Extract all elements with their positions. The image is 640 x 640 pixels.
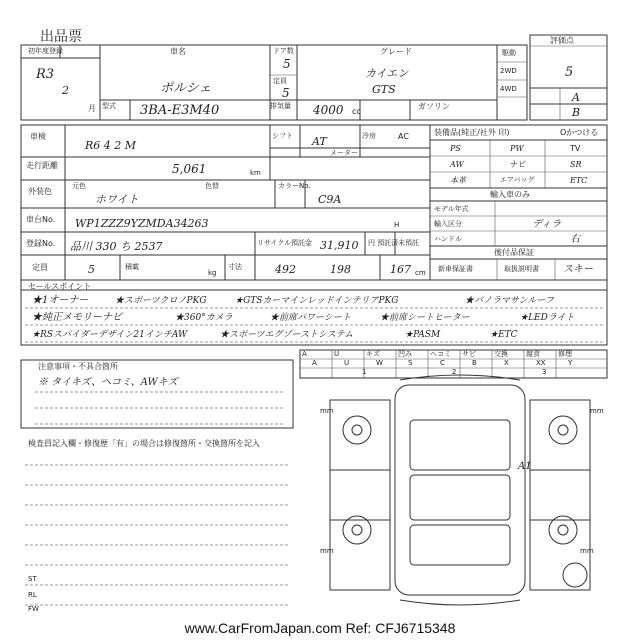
st-label: ST	[28, 575, 37, 583]
cm-unit: cm	[415, 269, 426, 277]
height-value: 167	[390, 263, 411, 276]
type-label: 型式	[102, 102, 116, 110]
sp-sport-exhaust: ★スポーツエグゾーストシステム	[220, 330, 354, 340]
color-value: ホワイト	[95, 193, 139, 206]
seats-value: 5	[282, 86, 290, 100]
load-label: 積載	[125, 263, 139, 271]
legend-code-3: S	[408, 359, 413, 367]
displacement-label: 排気量	[270, 102, 291, 110]
notes-line-1: ※ タイキズ、ヘコミ、AWキズ	[38, 377, 178, 388]
capacity-label: 定員	[32, 263, 48, 272]
meter-label: メーター	[330, 149, 358, 157]
legend-top-1: U	[334, 350, 340, 358]
color-code-label: カラーNo.	[278, 182, 311, 190]
grade-trim: GTS	[372, 83, 396, 96]
import-title: 輸入車のみ	[490, 190, 530, 199]
model-label: 車名	[170, 47, 186, 56]
mm-front-right: mm	[590, 407, 604, 415]
legend-code-6: X	[504, 359, 509, 367]
seats-label: 定員	[273, 77, 287, 85]
equip-aw: AW	[450, 160, 464, 169]
mm-rear-right: mm	[580, 547, 594, 555]
sp-one-owner: ★1オーナー	[32, 295, 89, 306]
score-b: B	[572, 106, 581, 119]
ac-value: AC	[398, 132, 409, 141]
legend-num-1: 2	[452, 368, 457, 376]
importer-label: 輸入区分	[434, 220, 462, 228]
rl-label: RL	[28, 591, 37, 599]
sp-seat-heater: ★前席シートヒーター	[380, 313, 470, 323]
form-title: 出品票	[40, 29, 82, 45]
legend-top-4: ヘコミ	[430, 350, 451, 358]
repaint-label: 色替	[205, 182, 219, 190]
handle-label: ハンドル	[434, 235, 462, 243]
mm-front-left: mm	[320, 407, 334, 415]
legend-top-0: A	[302, 350, 307, 358]
ac-label: 冷房	[362, 132, 376, 140]
sp-led: ★LEDライト	[520, 313, 575, 323]
displacement-value: 4000	[313, 103, 344, 117]
cc-unit: cc	[352, 107, 361, 116]
sp-power-seat: ★前席パワーシート	[270, 313, 351, 323]
width-value: 198	[330, 263, 351, 276]
kg-unit: kg	[208, 269, 217, 277]
km-unit: km	[250, 169, 261, 177]
sp-memory-navi: ★純正メモリーナビ	[32, 312, 122, 323]
plate-value: 品川 330 ち 2537	[70, 240, 163, 253]
fuel-label: ガソリン	[418, 102, 450, 111]
recycle-value: 31,910	[320, 239, 359, 252]
transmission-label: シフト	[272, 132, 293, 140]
legend-top-2: キズ	[366, 350, 380, 358]
model-year-label: モデル年式	[434, 205, 469, 213]
chassis-value: WP1ZZZ9YZMDA34263	[75, 217, 209, 230]
inspector-title: 検査員記入欄・修復歴「有」の場合は修復箇所・交換箇所を記入	[28, 439, 260, 448]
equip-sr: SR	[570, 160, 582, 169]
legend-code-5: B	[472, 359, 477, 367]
drive-4wd-label: 4WD	[500, 85, 517, 93]
grade-label: グレード	[380, 47, 412, 56]
equip-etc: ETC	[570, 176, 588, 185]
legend-code-8: Y	[568, 359, 573, 367]
reg-month-suffix: 月	[88, 104, 96, 113]
sp-etc: ★ETC	[490, 330, 518, 340]
legend-top-8: 修理	[558, 350, 572, 358]
model-code: 3BA-E3M40	[140, 103, 220, 118]
grade-name: カイエン	[365, 67, 409, 80]
equip-tv: TV	[570, 144, 581, 153]
sp-panorama-roof: ★パノラマサンルーフ	[465, 296, 554, 306]
capacity-value: 5	[88, 263, 95, 276]
manual-label: 取扱説明書	[504, 265, 539, 273]
handle-value: 右	[570, 234, 580, 245]
drive-2wd-label: 2WD	[500, 67, 517, 75]
new-car-label: 新車保証書	[438, 265, 473, 273]
sp-interior-pkg: ★GTSカーマインレッドインテリアPKG	[235, 296, 399, 306]
reg-month: 2	[62, 84, 69, 97]
chassis-label: 車台No.	[26, 215, 56, 224]
legend-code-1: U	[344, 359, 350, 367]
recycle-label: リサイクル預託金	[257, 239, 313, 247]
legend-top-5: サビ	[462, 350, 476, 358]
legend-top-3: 凹み	[398, 350, 412, 358]
h-label: H	[394, 221, 400, 229]
car-make: ポルシェ	[160, 81, 212, 96]
sp-sport-chrono: ★スポーツクロノPKG	[115, 296, 207, 306]
mm-rear-left: mm	[320, 547, 334, 555]
recycle-claimed: 円 預託済	[368, 239, 399, 247]
shaken-value: R6 4 2 M	[85, 139, 137, 152]
transmission-value: AT	[312, 135, 327, 148]
importer-value: ディラ	[532, 219, 562, 230]
aftercare-title: 後付品保証	[494, 248, 534, 257]
plate-label: 登録No.	[26, 239, 56, 248]
shaken-label: 車検	[30, 132, 46, 141]
first-reg-label: 初年度登録	[28, 47, 63, 55]
damage-mark-a1: A1	[518, 461, 532, 472]
sp-360-camera: ★360°カメラ	[175, 313, 233, 323]
legend-top-6: 交換	[494, 350, 508, 358]
equip-navi: ナビ	[510, 160, 526, 169]
original-color-label: 元色	[72, 182, 86, 190]
sp-pasm: ★PASM	[405, 330, 441, 340]
equip-pw: PW	[510, 144, 524, 153]
equipment-title: 装備品(純正/社外 印)	[434, 128, 510, 137]
legend-code-4: C	[440, 359, 445, 367]
sp-rs-spyder-aw: ★RSスパイダーデザイン21インチAW	[32, 330, 188, 340]
mileage-label: 走行距離	[26, 161, 58, 170]
legend-num-0: 1	[362, 368, 367, 376]
doors-label: ドア数	[273, 47, 294, 55]
legend-num-2: 3	[542, 368, 547, 376]
equip-leather: 本革	[450, 176, 466, 185]
score-top: 5	[565, 65, 574, 80]
mileage-value: 5,061	[172, 162, 207, 176]
drive-label: 駆動	[502, 49, 516, 57]
legend-code-0: A	[312, 359, 317, 367]
color-label: 外装色	[28, 187, 52, 196]
notes-title: 注意事項・不具合箇所	[38, 362, 118, 371]
fw-label: FW	[28, 605, 39, 613]
size-label: 寸法	[228, 263, 242, 271]
score-label: 評価点	[550, 36, 574, 45]
reg-era: R3	[36, 67, 55, 82]
legend-code-2: W	[376, 359, 383, 367]
equipment-note: Oかつける	[560, 128, 599, 137]
legend-code-7: XX	[536, 359, 546, 367]
watermark: www.CarFromJapan.com Ref: CFJ6715348	[184, 620, 456, 636]
keys-value: スキー	[563, 264, 593, 275]
equip-airbag: エアバッグ	[500, 176, 535, 184]
recycle-unclaimed: 未預託	[398, 239, 419, 247]
legend-top-7: 腐食	[526, 350, 540, 358]
sales-points-title: セールスポイント	[28, 282, 92, 291]
color-code-value: C9A	[318, 193, 342, 206]
length-value: 492	[275, 263, 296, 276]
equip-ps: PS	[450, 144, 461, 153]
doors-value: 5	[283, 57, 291, 71]
score-a: A	[572, 91, 580, 104]
